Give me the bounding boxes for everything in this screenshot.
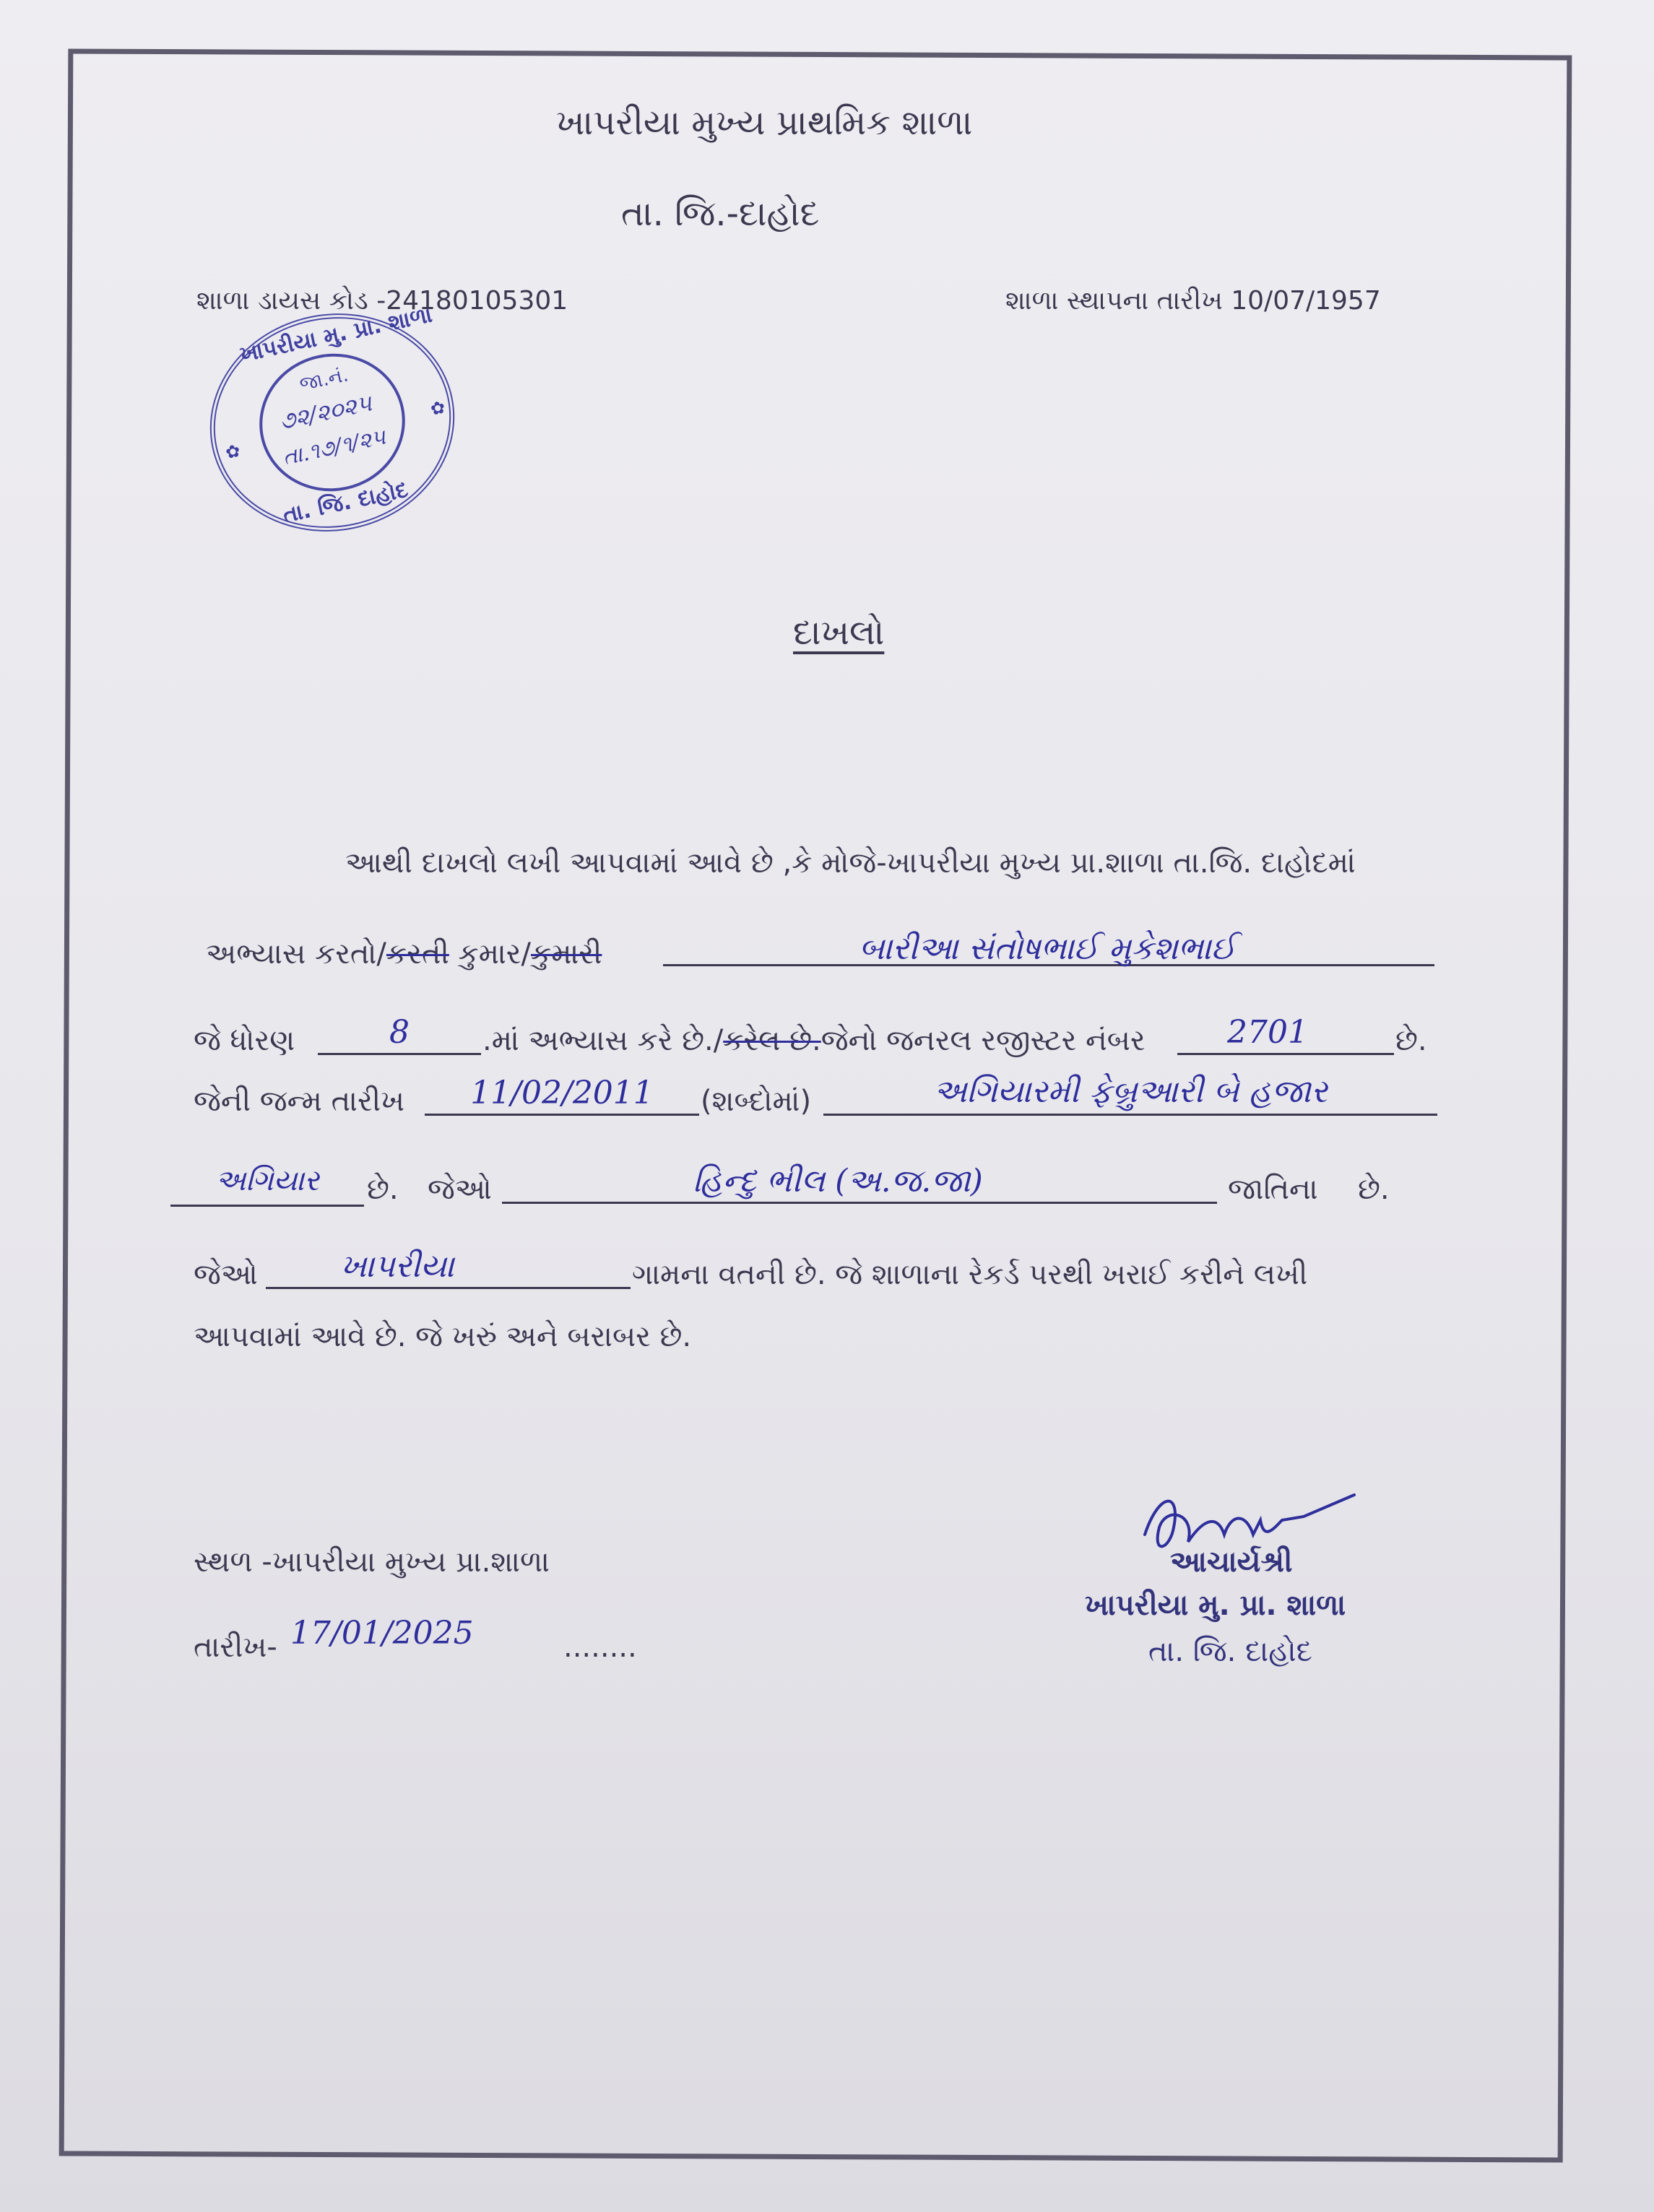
principal-school: ખાપરીયા મુ. પ્રા. શાળા [1085, 1589, 1346, 1622]
dob-value: 11/02/2011 [470, 1075, 654, 1111]
dob-words-1: અગિયારમી ફેબ્રુઆરી બે હજાર [933, 1073, 1328, 1110]
dob-label: જેની જન્મ તારીખ [194, 1085, 404, 1118]
establishment-date: શાળા સ્થાપના તારીખ 10/07/1957 [1005, 286, 1381, 316]
body-line-6: ગામના વતની છે. જે શાળાના રેકર્ડ પરથી ખરાઈ કરીને લખી [632, 1258, 1308, 1291]
caste-line [502, 1202, 1217, 1204]
village-line [266, 1287, 631, 1289]
body-line-7: આપવામાં આવે છે. જે ખરું અને બરાબર છે. [194, 1320, 692, 1353]
standard-value: 8 [389, 1014, 410, 1051]
struck-studied: કરેલ છે. [723, 1024, 821, 1057]
stamp-no-label: જા.નં. [298, 364, 350, 396]
dise-code: શાળા ડાયસ કોડ -24180105301 [196, 286, 568, 316]
date-label: તારીખ- [194, 1631, 277, 1664]
standard-label: જે ધોરણ [194, 1024, 295, 1057]
stamp-no-value: ૭૨/૨૦૨૫ [277, 389, 375, 435]
register-label: જેનો જનરલ રજીસ્ટર નંબર [820, 1024, 1146, 1057]
stamp-star-right: ✿ [428, 396, 447, 420]
standard-line [318, 1053, 481, 1055]
village-prefix: જેઓ [194, 1258, 258, 1291]
register-line [1177, 1053, 1394, 1055]
principal-place: તા. જિ. દાહોદ [1148, 1635, 1313, 1668]
kumar-text: કુમાર/ [449, 937, 531, 971]
stamp-ring-top: ખાપરીયા મુ. પ્રા. શાળા [238, 302, 435, 368]
dob-words-2-line [170, 1205, 364, 1207]
body-line-3 [482, 1024, 1146, 1057]
student-name: બારીઆ સંતોષભાઈ મુકેશભાઈ [859, 930, 1236, 967]
register-end: છે. [1395, 1024, 1427, 1057]
struck-kumari: કુમારી [530, 937, 602, 971]
stamp-date-value: તા.૧૭/૧/૨૫ [280, 424, 388, 471]
stamp-ring-bottom: તા. જિ. દાહોદ [280, 477, 411, 529]
struck-female-verb: કરતી [386, 937, 449, 971]
place-line: સ્થળ -ખાપરીયા મુખ્ય પ્રા.શાળા [194, 1545, 550, 1579]
date-dots: ........ [563, 1631, 637, 1664]
is-text: છે. [367, 1173, 399, 1206]
village-value: ખાપરીયા [340, 1248, 454, 1285]
body-line-2 [206, 937, 602, 971]
stamp-star-left: ✿ [223, 440, 243, 464]
caste-value: હિન્દુ ભીલ (અ.જ.જા) [693, 1163, 983, 1200]
dob-line [425, 1114, 699, 1116]
school-name: ખાપરીયા મુખ્ય પ્રાથમિક શાળા [556, 103, 973, 143]
studying-text: અભ્યાસ કરતો/ [206, 937, 386, 971]
dob-words-line [823, 1114, 1437, 1116]
body-line-1: આથી દાખલો લખી આપવામાં આવે છે ,કે મોજે-ખાપરીયા મુખ્ય પ્રા.શાળા તા.જિ. દાહોદમાં [345, 846, 1356, 880]
studies-text: .માં અભ્યાસ કરે છે./ [482, 1024, 724, 1057]
caste-end: છે. [1358, 1173, 1390, 1206]
dob-words-2: અગિયાર [215, 1164, 319, 1197]
they-text: જેઓ [428, 1173, 492, 1206]
taluka-district: તા. જિ.-દાહોદ [621, 194, 820, 234]
date-value: 17/01/2025 [290, 1615, 474, 1652]
principal-title: આચાર્યશ્રી [1170, 1545, 1293, 1579]
certificate-title: દાખલો [793, 612, 885, 653]
caste-label: જાતિના [1228, 1173, 1318, 1206]
in-words-label: (શબ્દોમાં) [701, 1085, 812, 1118]
register-number: 2701 [1227, 1014, 1308, 1051]
